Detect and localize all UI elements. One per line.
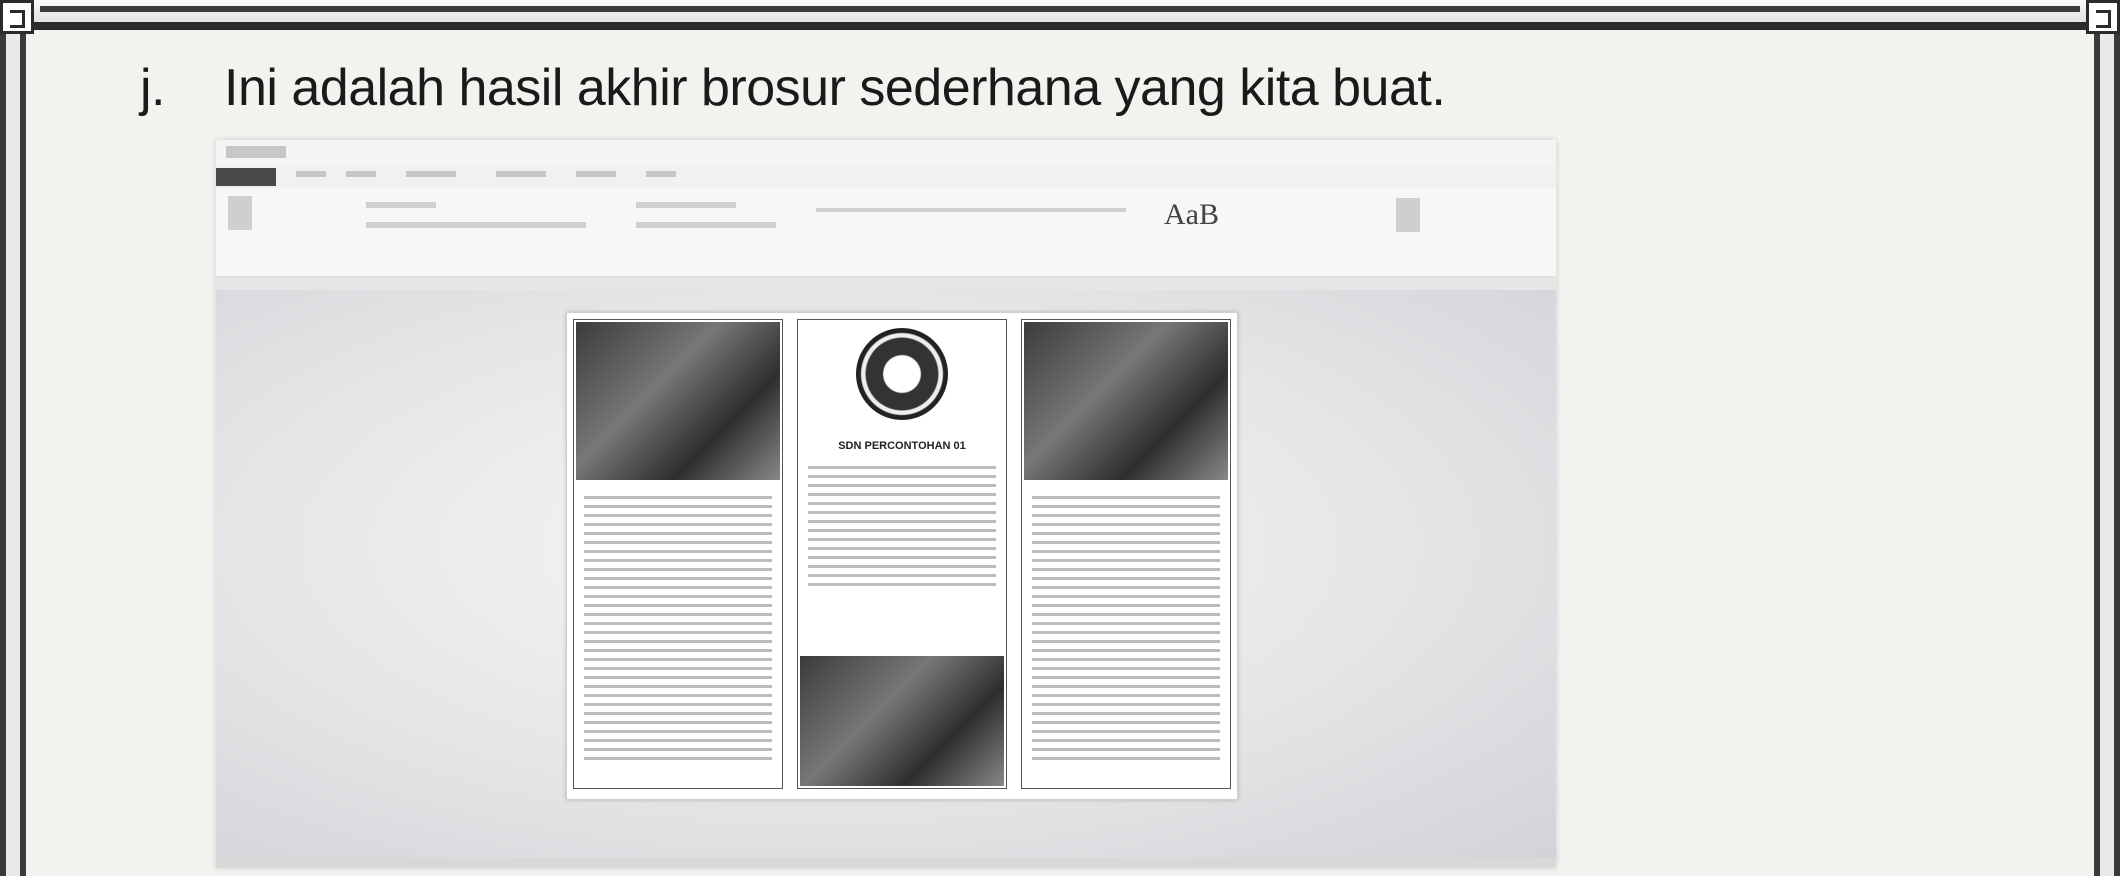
brochure-column-middle [797,319,1007,789]
style-gallery [816,208,1126,212]
word-menubar [216,166,1556,188]
text-block [584,490,772,766]
brochure-column-right [1021,319,1231,789]
quick-access-toolbar [226,146,286,158]
font-controls [366,222,586,228]
organization-name: SDN PERCONTOHAN 01 [838,440,966,452]
page-frame-top [0,0,2120,30]
ribbon-tab [496,171,546,177]
brochure-column-left [573,319,783,789]
photo [576,322,780,480]
photo [800,656,1004,786]
brochure-page [566,312,1238,800]
ribbon-tab [296,171,326,177]
style-sample-heading: AaB [1164,198,1219,231]
text-block [808,460,996,592]
ribbon-tab [576,171,616,177]
text-block [1032,490,1220,766]
school-logo [856,328,948,420]
ruler [216,277,1556,291]
page-frame-left [0,0,26,876]
font-box [366,202,436,208]
word-ribbon [216,188,1556,277]
editing-icon [1396,198,1420,232]
word-screenshot [216,140,1556,868]
page-frame-right [2094,0,2120,876]
paragraph-controls [636,202,736,208]
instruction-text: Ini adalah hasil akhir brosur sederhana yang kita buat. [224,59,1446,117]
status-bar [216,858,1556,868]
list-letter: j. [140,59,165,117]
frame-corner-ornament-left [0,0,34,34]
ribbon-tab [346,171,376,177]
paragraph-controls [636,222,776,228]
photo [1024,322,1228,480]
paste-icon [228,196,252,230]
frame-corner-ornament-right [2086,0,2120,34]
file-tab [216,168,276,186]
ribbon-tab [646,171,676,177]
ribbon-tab [406,171,456,177]
word-titlebar [216,140,1556,166]
